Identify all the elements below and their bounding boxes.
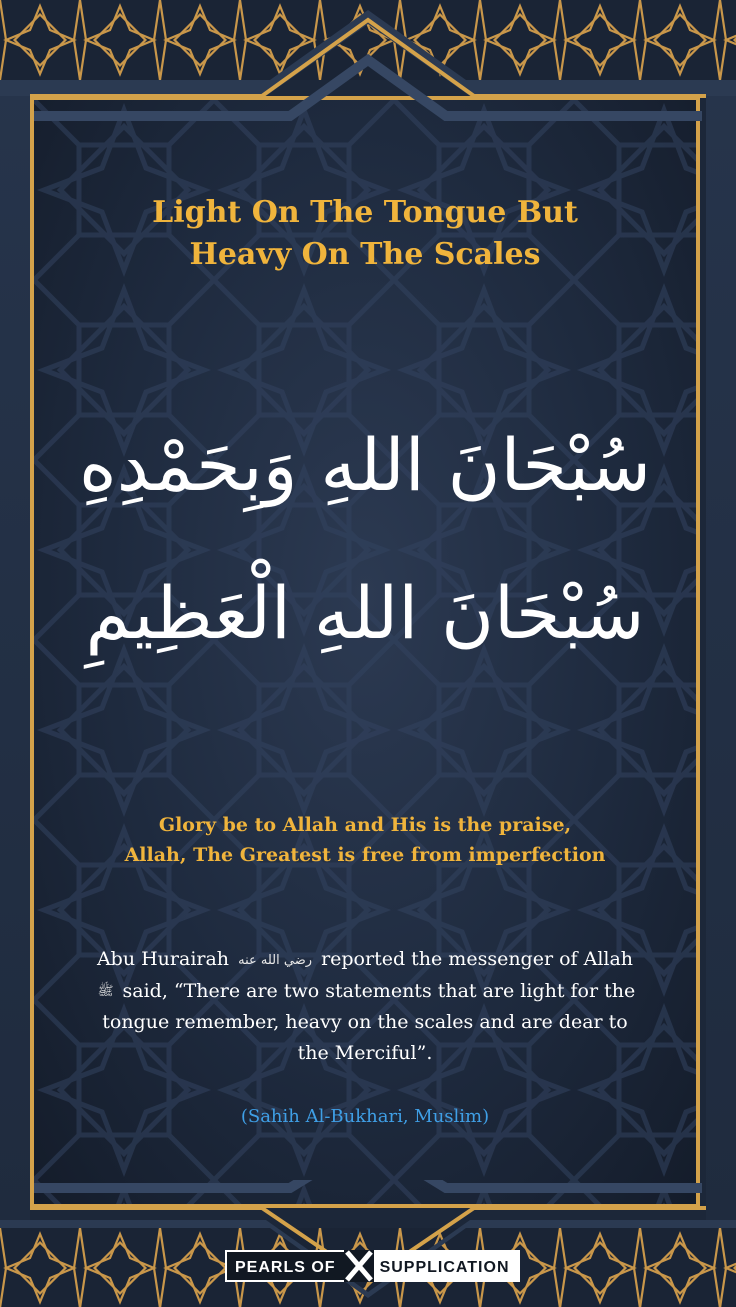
hadith-part-1: Abu Hurairah (96, 948, 230, 970)
hadith-text (94, 944, 636, 1069)
left-side-panel (0, 80, 30, 1228)
honorific-salallahu-alayhi-wasallam: ﷺ (97, 984, 114, 999)
translation (34, 810, 696, 870)
arabic-line-2: سُبْحَانَ اللهِ الْعَظِيمِ (85, 571, 645, 655)
brand-logo (225, 1248, 520, 1284)
content-area (34, 100, 696, 1204)
poster-title (34, 192, 696, 276)
hadith-source: (Sahih Al-Bukhari, Muslim) (240, 1106, 490, 1127)
hadith-part-2: reported the messenger of Allah (321, 948, 634, 970)
title-line-1: Light On The Tongue But (152, 195, 578, 230)
hadith-part-3: said, “There are two statements that are light for the tongue remember, heavy on the scales and are dear to the Merciful”. (102, 979, 636, 1064)
logo-text-left: PEARLS OF (225, 1250, 344, 1282)
crossed-pen-icon (344, 1248, 374, 1284)
title-line-2: Heavy On The Scales (189, 237, 541, 272)
honorific-radiallahu-anhu: رضي الله عنه (238, 952, 313, 968)
right-side-panel (706, 80, 736, 1228)
logo-text-right: SUPPLICATION (374, 1250, 520, 1282)
translation-line-1: Glory be to Allah and His is the praise, (158, 814, 572, 836)
translation-line-2: Allah, The Greatest is free from imperfection (124, 844, 606, 866)
arabic-line-1: سُبْحَانَ اللهِ وَبِحَمْدِهِ (79, 423, 651, 507)
